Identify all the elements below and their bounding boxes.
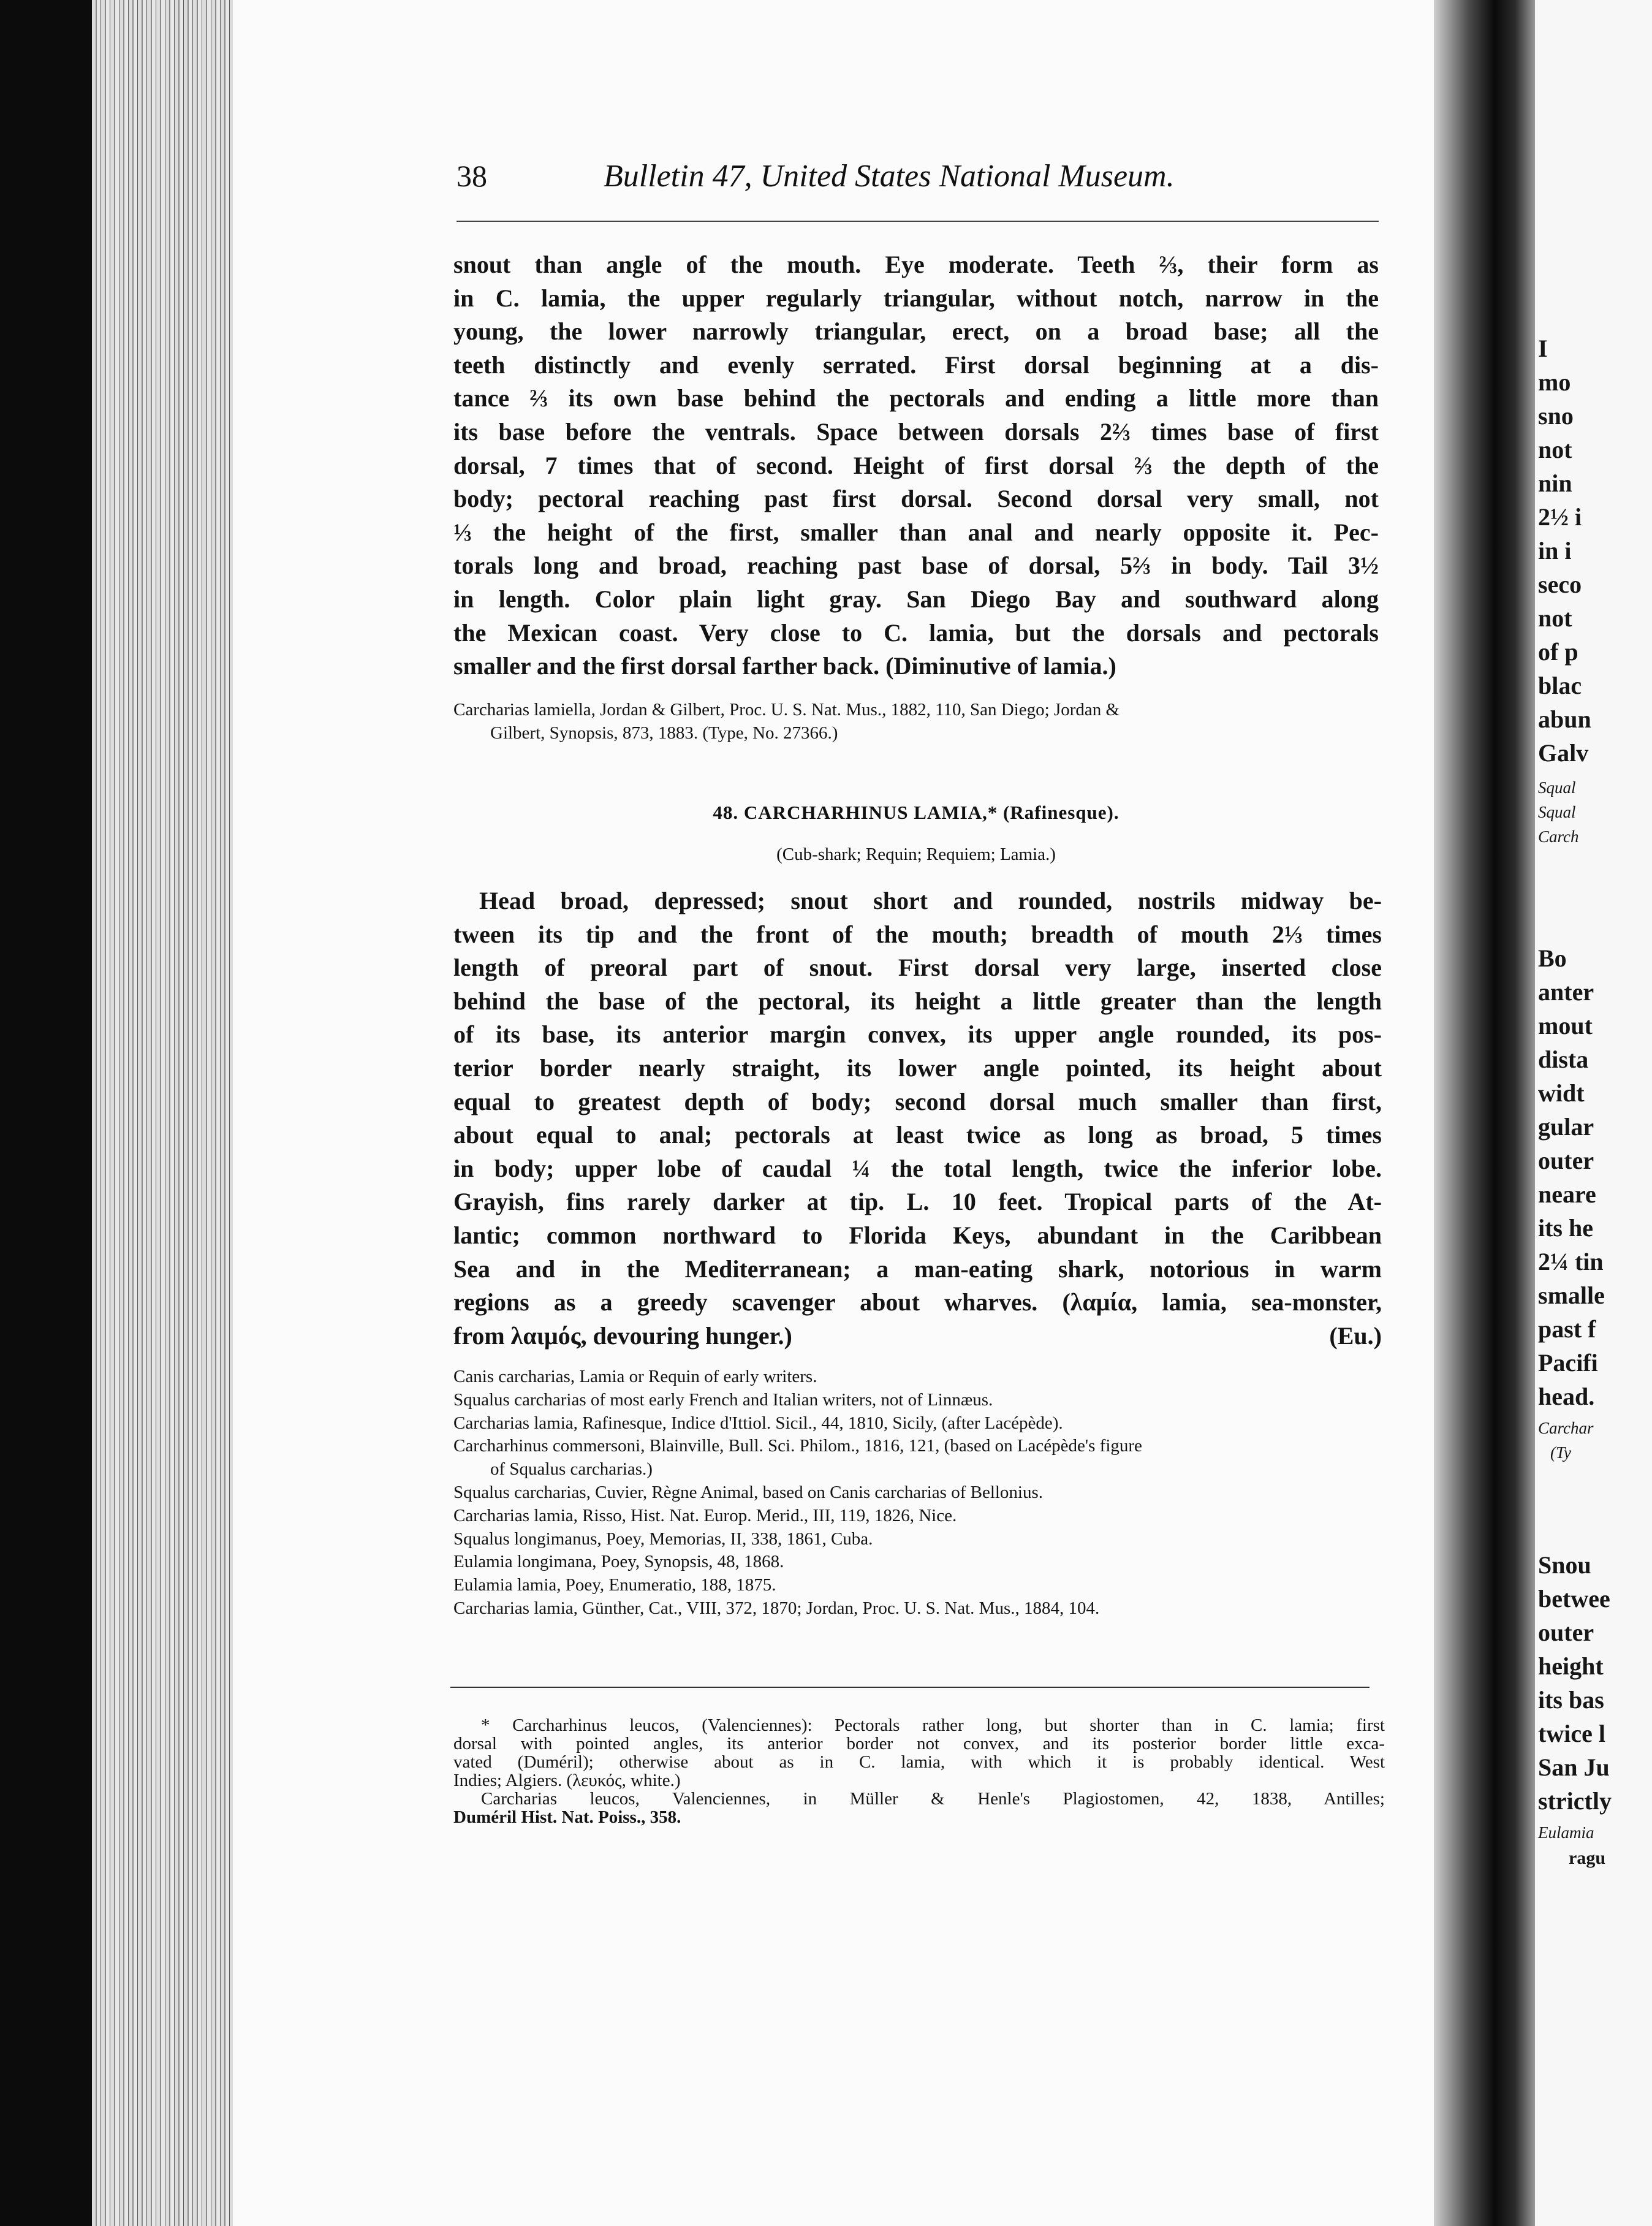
- text-line: equal to greatest depth of body; second dorsal much smaller than first,: [453, 1087, 1382, 1115]
- facing-fragment: outer: [1538, 1619, 1594, 1646]
- running-title: Bulletin 47, United States National Museum.: [604, 159, 1175, 194]
- facing-fragment: Pacifi: [1538, 1349, 1598, 1377]
- facing-fragment: abun: [1538, 705, 1591, 733]
- text-line: torals long and broad, reaching past base of dorsal, 5⅔ in body. Tail 3½: [453, 552, 1379, 580]
- species-heading: 48. CARCHARHINUS LAMIA,* (Rafinesque).: [713, 802, 1120, 823]
- facing-fragment: its bas: [1538, 1686, 1604, 1714]
- facing-fragment: Eulamia: [1538, 1823, 1594, 1842]
- facing-fragment: widt: [1538, 1079, 1585, 1107]
- facing-fragment: 2¼ tin: [1538, 1248, 1604, 1275]
- facing-fragment: mo: [1538, 368, 1571, 396]
- book-gutter: [1434, 0, 1535, 2226]
- facing-fragment: Squal: [1538, 778, 1576, 797]
- scan-background-left: [0, 0, 92, 2226]
- text-line: ⅓ the height of the first, smaller than anal and nearly opposite it. Pec-: [453, 518, 1379, 546]
- text-line: its base before the ventrals. Space between dorsals 2⅔ times base of first: [453, 417, 1379, 446]
- running-head: [457, 158, 1376, 201]
- facing-fragment: twice l: [1538, 1720, 1605, 1747]
- facing-fragment: not: [1538, 604, 1572, 632]
- facing-fragment: Squal: [1538, 803, 1576, 821]
- common-names: (Cub-shark; Requin; Requiem; Lamia.): [776, 845, 1056, 864]
- facing-fragment: San Ju: [1538, 1753, 1610, 1781]
- eu-marker: (Eu.): [1329, 1321, 1382, 1350]
- synonymy-line: Canis carcharias, Lamia or Requin of early writers.: [453, 1367, 817, 1386]
- facing-fragment: Galv: [1538, 739, 1589, 767]
- text-line: Sea and in the Mediterranean; a man-eating shark, notorious in warm: [453, 1255, 1382, 1283]
- facing-fragment: past f: [1538, 1315, 1596, 1343]
- synonymy-line: Carcharias lamia, Rafinesque, Indice d'Ittiol. Sicil., 44, 1810, Sicily, (after Lacépède).: [453, 1413, 1063, 1433]
- text-line: about equal to anal; pectorals at least twice as long as broad, 5 times: [453, 1121, 1382, 1149]
- facing-fragment: dista: [1538, 1046, 1589, 1073]
- synonymy-line: Carcharias lamia, Günther, Cat., VIII, 372, 1870; Jordan, Proc. U. S. Nat. Mus., 1884, 104.: [453, 1598, 1100, 1618]
- text-line: in length. Color plain light gray. San Diego Bay and southward along: [453, 585, 1379, 613]
- text-line: behind the base of the pectoral, its height a little greater than the length: [453, 987, 1382, 1015]
- facing-fragment: I: [1538, 335, 1548, 362]
- footnote-line: * Carcharhinus leucos, (Valenciennes): Pectorals rather long, but shorter than in C. lamia; first: [481, 1715, 1385, 1735]
- text-line: Head broad, depressed; snout short and rounded, nostrils midway be-: [479, 887, 1382, 914]
- text-line: in body; upper lobe of caudal ¼ the total length, twice the inferior lobe.: [453, 1154, 1382, 1182]
- text-line: of its base, its anterior margin convex, its upper angle rounded, its pos-: [453, 1020, 1382, 1049]
- text-line: Grayish, fins rarely darker at tip. L. 10 feet. Tropical parts of the At-: [453, 1188, 1382, 1216]
- facing-fragment: Snou: [1538, 1551, 1591, 1579]
- synonymy-line: Carcharias lamia, Risso, Hist. Nat. Europ. Merid., III, 119, 1826, Nice.: [453, 1505, 957, 1525]
- text-line: body; pectoral reaching past first dorsal. Second dorsal very small, not: [453, 485, 1379, 513]
- text-line: smaller and the first dorsal farther back. (Diminutive of lamia.): [453, 652, 1116, 680]
- facing-fragment: anter: [1538, 978, 1594, 1006]
- text-line: tance ⅔ its own base behind the pectorals and ending a little more than: [453, 384, 1379, 412]
- facing-fragment: mout: [1538, 1012, 1593, 1039]
- synonymy-line: Squalus carcharias, Cuvier, Règne Animal, based on Canis carcharias of Bellonius.: [453, 1482, 1044, 1502]
- synonymy-line: Carcharhinus commersoni, Blainville, Bull. Sci. Philom., 1816, 121, (based on Lacépède's figure: [453, 1436, 1142, 1456]
- facing-fragment: smalle: [1538, 1282, 1605, 1309]
- text-line: the Mexican coast. Very close to C. lamia, but the dorsals and pectorals: [453, 618, 1379, 647]
- text-line-content: from λαιμός, devouring hunger.): [453, 1321, 792, 1350]
- facing-fragment: nin: [1538, 469, 1572, 497]
- facing-fragment: height: [1538, 1652, 1604, 1680]
- facing-fragment: Bo: [1538, 944, 1567, 972]
- text-line: lantic; common northward to Florida Keys, abundant in the Caribbean: [453, 1221, 1382, 1249]
- text-line: regions as a greedy scavenger about wharves. (λαμία, lamia, sea-monster,: [453, 1288, 1382, 1316]
- text-line: young, the lower narrowly triangular, erect, on a broad base; all the: [453, 317, 1379, 346]
- text-line: dorsal, 7 times that of second. Height of first dorsal ⅔ the depth of the: [453, 451, 1379, 479]
- text-line: terior border nearly straight, its lower angle pointed, its height about: [453, 1054, 1382, 1082]
- facing-fragment: blac: [1538, 672, 1582, 699]
- synonymy-line: Carcharias lamiella, Jordan & Gilbert, Proc. U. S. Nat. Mus., 1882, 110, San Diego; Jordan &: [453, 700, 1120, 720]
- text-line: in C. lamia, the upper regularly triangular, without notch, narrow in the: [453, 284, 1379, 312]
- facing-fragment: ragu: [1569, 1848, 1605, 1868]
- paragraph-lamia: [453, 884, 1382, 1353]
- facing-fragment: of p: [1538, 638, 1578, 666]
- footnote-line: vated (Duméril); otherwise about as in C. lamia, with which it is probably identical. West: [453, 1752, 1385, 1772]
- facing-fragment: Carch: [1538, 827, 1579, 846]
- text-line: [453, 1320, 1382, 1353]
- synonymy-line: of Squalus carcharias.): [490, 1459, 653, 1480]
- facing-fragment: sno: [1538, 402, 1574, 430]
- synonymy-line: Squalus longimanus, Poey, Memorias, II, 338, 1861, Cuba.: [453, 1529, 873, 1549]
- text-line: snout than angle of the mouth. Eye moderate. Teeth ⅔, their form as: [453, 251, 1379, 278]
- facing-fragment: its he: [1538, 1214, 1593, 1242]
- synonymy-lamia: [453, 1366, 1388, 1620]
- header-rule: [457, 221, 1379, 222]
- synonymy-line: Eulamia longimana, Poey, Synopsis, 48, 1868.: [453, 1552, 784, 1572]
- footnote-line: Duméril Hist. Nat. Poiss., 358.: [453, 1807, 681, 1827]
- page-edges: [92, 0, 233, 2226]
- facing-fragment: outer: [1538, 1147, 1594, 1174]
- footnote-rule: [450, 1687, 1370, 1688]
- facing-fragment: betwee: [1538, 1585, 1610, 1613]
- page-number: 38: [457, 159, 487, 193]
- facing-fragment: 2½ i: [1538, 503, 1582, 531]
- text-line: tween its tip and the front of the mouth; breadth of mouth 2⅓ times: [453, 920, 1382, 948]
- footnote: [453, 1716, 1385, 1826]
- facing-fragment: head.: [1538, 1383, 1595, 1410]
- synonymy-line: Eulamia lamia, Poey, Enumeratio, 188, 1875.: [453, 1575, 776, 1595]
- synonymy-lamiella: [453, 699, 1382, 745]
- footnote-line: dorsal with pointed angles, its anterior border not convex, and its posterior border little exca-: [453, 1734, 1385, 1753]
- facing-fragment: not: [1538, 436, 1572, 463]
- facing-fragment: seco: [1538, 571, 1582, 598]
- synonymy-line: Squalus carcharias of most early French and Italian writers, not of Linnæus.: [453, 1389, 993, 1410]
- text-line: length of preoral part of snout. First dorsal very large, inserted close: [453, 954, 1382, 982]
- facing-fragment: Carchar: [1538, 1419, 1594, 1437]
- paragraph-lamiella: [453, 248, 1379, 683]
- facing-fragment: gular: [1538, 1113, 1594, 1141]
- synonymy-line: Gilbert, Synopsis, 873, 1883. (Type, No. 27366.): [490, 723, 838, 743]
- footnote-line: Indies; Algiers. (λευκός, white.): [453, 1771, 681, 1790]
- facing-fragment: in i: [1538, 537, 1572, 564]
- facing-fragment: strictly: [1538, 1787, 1612, 1815]
- facing-fragment: neare: [1538, 1180, 1596, 1208]
- facing-fragment: (Ty: [1550, 1443, 1571, 1462]
- footnote-line: Carcharias leucos, Valenciennes, in Müller & Henle's Plagiostomen, 42, 1838, Antilles;: [481, 1789, 1385, 1809]
- text-line: teeth distinctly and evenly serrated. First dorsal beginning at a dis-: [453, 351, 1379, 379]
